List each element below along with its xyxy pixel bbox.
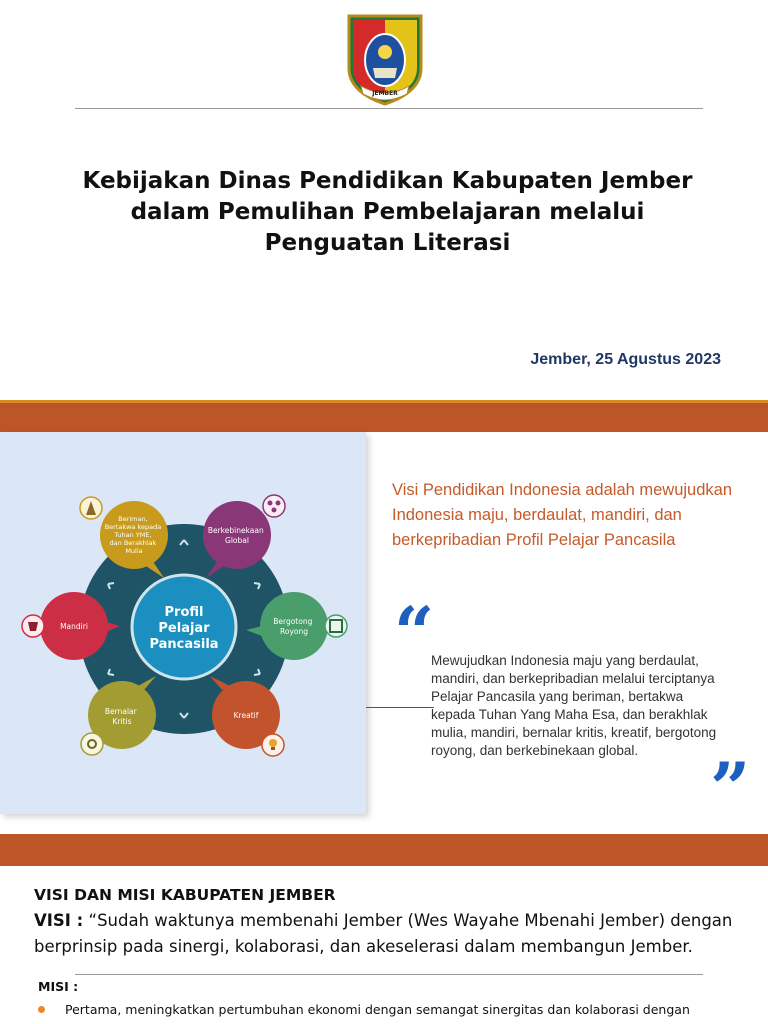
- misi-label: MISI :: [38, 979, 79, 994]
- element-label-line: dan Berakhlak: [109, 539, 157, 547]
- visi-quote-text: Mewujudkan Indonesia maju yang berdaulat, mandiri, dan berkepribadian melalui terciptanya Pelajar Pancasila yang beriman, bertakwa kepada Tuhan Yang Maha Esa, dan berakhlak mulia, mandiri, bernalar kritis, kreatif, bergotong royong, dan berkebinekaan global.: [431, 653, 717, 758]
- slide-separator-band: [0, 400, 768, 432]
- profil-pelajar-diagram: [0, 432, 366, 814]
- slide-separator-band: [0, 834, 768, 866]
- open-quote-icon: “: [394, 591, 435, 674]
- element-label-line: Global: [225, 536, 249, 545]
- element-label-line: Bertakwa kepada: [104, 523, 162, 531]
- visi-misi-heading: VISI DAN MISI KABUPATEN JEMBER: [34, 886, 336, 904]
- element-label-line: Kritis: [112, 717, 132, 726]
- element-label-line: Berkebinekaan: [207, 526, 264, 535]
- presentation-title: [60, 166, 715, 259]
- element-label-line: Mulia: [125, 547, 143, 555]
- element-kreatif: [210, 676, 284, 756]
- visi-pendidikan-text: Visi Pendidikan Indonesia adalah mewujudkan Indonesia maju, berdaulat, mandiri, dan berkepribadian Profil Pelajar Pancasila: [392, 481, 733, 549]
- title-line: Kebijakan Dinas Pendidikan Kabupaten Jember: [82, 168, 693, 194]
- emblem-text: JEMBER: [372, 90, 398, 97]
- title-slide: [0, 0, 768, 400]
- header-divider: [75, 108, 703, 109]
- element-label-line: Kreatif: [233, 711, 259, 720]
- element-label-line: Bergotong: [273, 617, 313, 626]
- misi-divider: [75, 974, 703, 975]
- visi-statement: [34, 908, 744, 960]
- visi-statement-text: “Sudah waktunya membenahi Jember (Wes Wayahe Mbenahi Jember) dengan berprinsip pada sinergi, kolaborasi, dan akeselerasi dalam membangun Jember.: [34, 911, 733, 956]
- element-label-line: Royong: [279, 627, 309, 636]
- center-label-line: Pelajar: [158, 621, 210, 636]
- center-label-line: Profil: [164, 605, 204, 620]
- profil-pelajar-slide: [0, 432, 768, 834]
- visi-label: VISI :: [34, 911, 84, 930]
- element-label-line: Tuhan YME,: [114, 531, 152, 539]
- element-berkebinekaan: [203, 495, 285, 578]
- element-label-line: Beriman,: [118, 515, 148, 523]
- element-bernalar-kritis: [81, 676, 156, 755]
- element-beriman: [80, 497, 168, 578]
- center-label-line: Pancasila: [149, 637, 219, 652]
- lightbulb-icon: [269, 739, 277, 747]
- bullet-icon: [38, 1006, 45, 1013]
- title-line: dalam Pemulihan Pembelajaran melalui: [130, 199, 645, 225]
- diagram-canvas: [0, 432, 366, 814]
- close-quote-icon: ”: [710, 747, 751, 830]
- misi-list-item: [38, 1002, 738, 1017]
- element-label-line: Bernalar: [104, 707, 137, 716]
- quote-divider: [366, 707, 434, 708]
- title-line: Penguatan Literasi: [264, 230, 511, 256]
- presentation-date: Jember, 25 Agustus 2023: [530, 351, 721, 368]
- jember-regency-emblem: [345, 10, 425, 106]
- visi-misi-slide: [0, 866, 768, 1024]
- misi-item-text: Pertama, meningkatkan pertumbuhan ekonomi dengan semangat sinergitas dan kolaborasi dengan: [65, 1002, 690, 1017]
- element-label-line: Mandiri: [60, 622, 88, 631]
